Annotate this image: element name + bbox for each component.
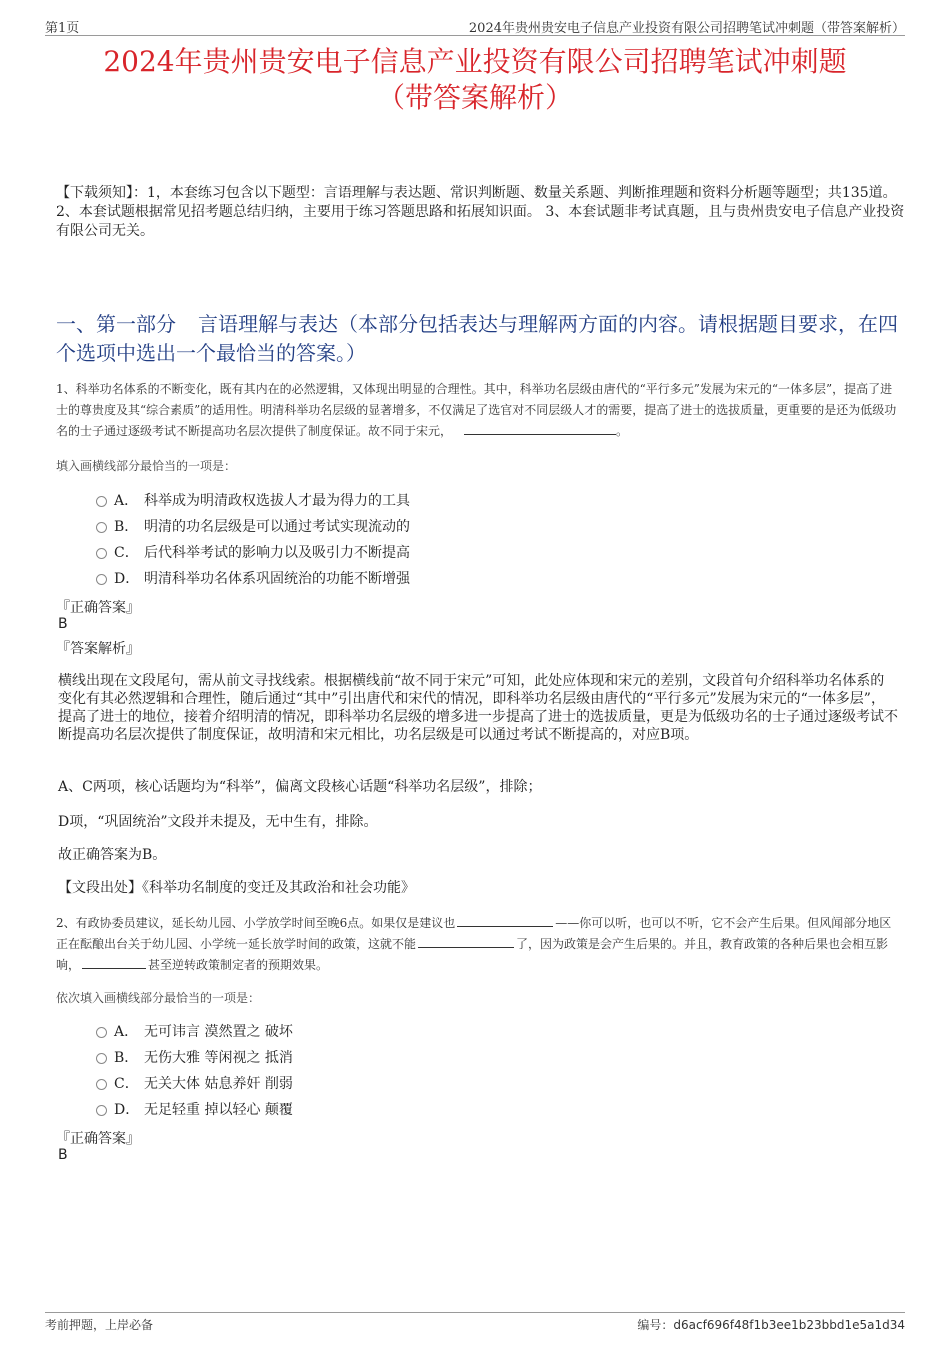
- radio-icon[interactable]: [96, 1105, 107, 1116]
- question-1-analysis-paragraph: 故正确答案为B。: [58, 847, 167, 863]
- radio-icon[interactable]: [96, 1079, 107, 1090]
- question-2-prompt: 依次填入画横线部分最恰当的一项是：: [56, 991, 261, 1005]
- question-1-answer: B: [58, 616, 68, 632]
- question-2-option-c[interactable]: C． 无关大体 姑息养奸 削弱: [96, 1074, 293, 1094]
- radio-icon[interactable]: [96, 1053, 107, 1064]
- question-1-option-c[interactable]: C． 后代科举考试的影响力以及吸引力不断提高: [96, 543, 410, 563]
- footer-code: 编号：d6acf696f48f1b3ee1b23bbd1e5a1d34: [637, 1318, 905, 1332]
- question-1-option-d[interactable]: D． 明清科举功名体系巩固统治的功能不断增强: [96, 569, 410, 589]
- answer-blank: [457, 915, 553, 927]
- section-heading: [56, 310, 906, 368]
- question-1-prompt: 填入画横线部分最恰当的一项是：: [56, 459, 237, 473]
- radio-icon[interactable]: [96, 548, 107, 559]
- question-2-option-a[interactable]: A． 无可讳言 漠然置之 破坏: [96, 1022, 293, 1042]
- question-1-option-b[interactable]: B． 明清的功名层级是可以通过考试实现流动的: [96, 517, 410, 537]
- section-part: 一、第一部分: [56, 312, 176, 336]
- page-number: 第1页: [45, 21, 80, 36]
- answer-blank: [82, 957, 146, 969]
- question-1-option-a[interactable]: A． 科举成为明清政权选拔人才最为得力的工具: [96, 491, 410, 511]
- question-2-answer: B: [58, 1147, 68, 1163]
- document-title: [30, 44, 920, 116]
- download-notice: 【下载须知】：1，本套练习包含以下题型：言语理解与表达题、常识判断题、数量关系题、判断推理题和资料分析题等题型；共135道。 2、本套试题根据常见招考题总结归纳，主要用于练习答题思路和拓展知识面。 3、本套试题非考试真题，且与贵州贵安电子信息产业投资有限公司无关。: [56, 185, 905, 239]
- page-footer: [45, 1312, 905, 1338]
- question-1-text: 1、科举功名体系的不断变化，既有其内在的必然逻辑，又体现出明显的合理性。其中，科举功名层级由唐代的“平行多元”发展为宋元的“一体多层”，提高了进士的尊贵度及其“综合素质”的适用性。明清科举功名层级的显著增多，不仅满足了选官对不同层级人才的需要，提高了进士的选拔质量，更重要的是还为低级功名的士子通过逐级考试不断提高功名层次提供了制度保证。故不同于宋元， 。: [56, 382, 897, 438]
- title-line-1: 2024年贵州贵安电子信息产业投资有限公司招聘笔试冲刺题: [103, 45, 847, 78]
- answer-blank: [418, 936, 514, 948]
- question-2-option-d[interactable]: D． 无足轻重 掉以轻心 颠覆: [96, 1100, 293, 1120]
- radio-icon[interactable]: [96, 574, 107, 585]
- question-1-analysis-label: 『答案解析』: [56, 641, 140, 657]
- question-1-analysis-paragraph: D项，“巩固统治”文段并未提及，无中生有，排除。: [58, 814, 378, 830]
- radio-icon[interactable]: [96, 1027, 107, 1038]
- footer-slogan: 考前押题，上岸必备: [45, 1318, 154, 1332]
- header-doc-title: 2024年贵州贵安电子信息产业投资有限公司招聘笔试冲刺题（带答案解析）: [468, 21, 905, 36]
- question-2-answer-label: 『正确答案』: [56, 1131, 140, 1147]
- question-2-text: 2、有政协委员建议，延长幼儿园、小学放学时间至晚6点。如果仅是建议也 ——你可以听，也可以不听，它不会产生后果。但风闻部分地区正在酝酿出台关于幼儿园、小学统一延长放学时间的政策，这就不能 了，因为政策是会产生后果的。并且，教育政策的各种后果也会相互影响， 甚至逆转政策制定者的预期效果。: [56, 916, 892, 972]
- section-title: 言语理解与表达（本部分包括表达与理解两方面的内容。请根据题目要求，在四个选项中选出一个最恰当的答案。）: [56, 312, 898, 365]
- question-1-answer-label: 『正确答案』: [56, 600, 140, 616]
- radio-icon[interactable]: [96, 496, 107, 507]
- page-header: [45, 14, 905, 36]
- question-1-analysis-paragraph: A、C两项，核心话题均为“科举”，偏离文段核心话题“科举功名层级”，排除；: [58, 779, 542, 795]
- title-line-2: （带答案解析）: [376, 81, 573, 114]
- question-2-option-b[interactable]: B． 无伤大雅 等闲视之 抵消: [96, 1048, 293, 1068]
- radio-icon[interactable]: [96, 522, 107, 533]
- question-1-source: 【文段出处】《科举功名制度的变迁及其政治和社会功能》: [58, 880, 415, 896]
- answer-blank: [464, 423, 616, 435]
- question-1-analysis-paragraph: 横线出现在文段尾句，需从前文寻找线索。根据横线前“故不同于宋元”可知，此处应体现和宋元的差别，文段首句介绍科举功名体系的变化有其必然逻辑和合理性，随后通过“其中”引出唐代和宋代的情况，即科举功名层级由唐代的“平行多元”发展为宋元的“一体多层”，提高了进士的地位，接着介绍明清的情况，即科举功名层级的增多进一步提高了进士的选拔质量，更是为低级功名的士子通过逐级考试不断提高功名层次提供了制度保证，故明清和宋元相比，功名层级是可以通过考试不断提高的，对应B项。: [58, 673, 898, 743]
